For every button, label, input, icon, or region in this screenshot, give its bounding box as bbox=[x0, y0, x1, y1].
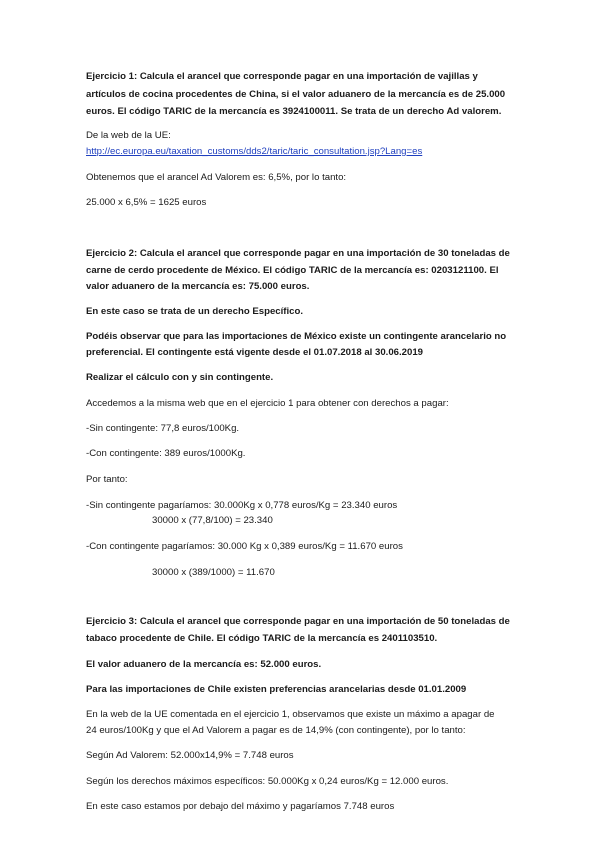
ex2-statement-line1: Ejercicio 2: Calcula el arancel que corresponde pagar en una importación de 30 toneladas de bbox=[86, 248, 510, 259]
ex2-calc-sin-line2: 30000 x (77,8/100) = 23.340 bbox=[152, 515, 273, 526]
ex2-statement-line6: preferencial. El contingente está vigente desde el 01.07.2018 al 30.06.2019 bbox=[86, 347, 424, 358]
ex2-statement-line3: valor aduanero de la mercancía es: 75.000 euros. bbox=[86, 281, 310, 292]
ex2-access: Accedemos a la misma web que en el ejercicio 1 para obtener con derechos a pagar: bbox=[86, 398, 449, 409]
ex1-statement-line2: artículos de cocina procedentes de China, si el valor aduanero de la mercancía es de 25.000 bbox=[86, 89, 506, 100]
ex3-statement-line2: tabaco procedente de Chile. El código TARIC de la mercancía es 2401103510. bbox=[86, 633, 438, 644]
ex3-statement-line1: Ejercicio 3: Calcula el arancel que corresponde pagar en una importación de 50 toneladas de bbox=[86, 616, 510, 627]
ex2-por-tanto: Por tanto: bbox=[86, 474, 128, 485]
ex2-con-contingente: -Con contingente: 389 euros/1000Kg. bbox=[86, 448, 246, 459]
ex3-statement-line4: Para las importaciones de Chile existen preferencias arancelarias desde 01.01.2009 bbox=[86, 684, 467, 695]
ex3-line5: En la web de la UE comentada en el ejercicio 1, observamos que existe un máximo a apagar de bbox=[86, 709, 495, 720]
ex1-line1-rest: : Calcula el arancel que corresponde pagar en una importación de vajillas y bbox=[134, 71, 478, 82]
ex3-ad-valorem-calc: Según Ad Valorem: 52.000x14,9% = 7.748 euros bbox=[86, 750, 294, 761]
ex2-statement-line5: Podéis observar que para las importaciones de México existe un contingente arancelario no bbox=[86, 331, 507, 342]
ex1-statement-line1 bbox=[86, 70, 478, 83]
ex2-statement-line4: En este caso se trata de un derecho Específico. bbox=[86, 306, 304, 317]
ex1-result: Obtenemos que el arancel Ad Valorem es: 6,5%, por lo tanto: bbox=[86, 172, 347, 183]
ex1-calc: 25.000 x 6,5% = 1625 euros bbox=[86, 197, 207, 208]
ex3-statement-line3: El valor aduanero de la mercancía es: 52.000 euros. bbox=[86, 659, 322, 670]
ex1-statement-line3: euros. El código TARIC de la mercancía es 3924100011. Se trata de un derecho Ad valorem. bbox=[86, 106, 502, 117]
ex1-label: Ejercicio 1 bbox=[86, 71, 134, 82]
ex3-line6: 24 euros/100Kg y que el Ad Valorem a pagar es de 14,9% (con contingente), por lo tanto: bbox=[86, 725, 466, 736]
ex3-specific-calc: Según los derechos máximos específicos: 50.000Kg x 0,24 euros/Kg = 12.000 euros. bbox=[86, 776, 449, 787]
ex2-statement-line7: Realizar el cálculo con y sin contingente. bbox=[86, 372, 274, 383]
ex2-calc-sin-line1: -Sin contingente pagaríamos: 30.000Kg x 0,778 euros/Kg = 23.340 euros bbox=[86, 500, 398, 511]
ex1-web-label: De la web de la UE: bbox=[86, 130, 171, 141]
ex3-conclusion: En este caso estamos por debajo del máximo y pagaríamos 7.748 euros bbox=[86, 801, 395, 812]
ex2-statement-line2: carne de cerdo procedente de México. El código TARIC de la mercancía es: 0203121100. El bbox=[86, 265, 499, 276]
ex2-calc-con-line1: -Con contingente pagaríamos: 30.000 Kg x 0,389 euros/Kg = 11.670 euros bbox=[86, 541, 403, 552]
ex2-calc-con-line2: 30000 x (389/1000) = 11.670 bbox=[152, 567, 275, 578]
ex2-sin-contingente: -Sin contingente: 77,8 euros/100Kg. bbox=[86, 423, 240, 434]
ex1-taric-link[interactable]: http://ec.europa.eu/taxation_customs/dds2/taric/taric_consultation.jsp?Lang=es bbox=[86, 146, 423, 157]
